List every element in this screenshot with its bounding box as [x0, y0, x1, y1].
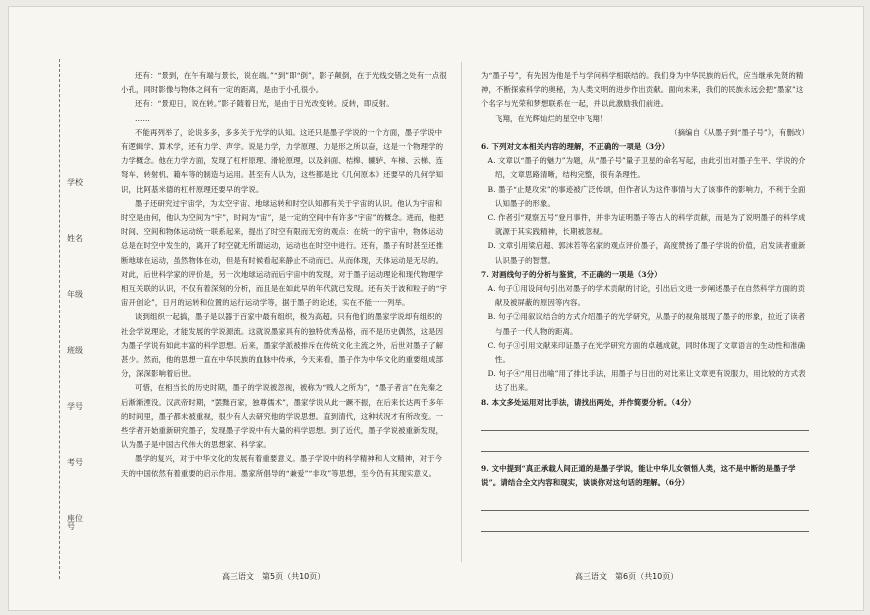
left-paragraph: 墨子还研究过宇宙学，为太空宇宙、地球运转和时空认知都有关于宇宙的认识。他认为宇宙和时空是由何，他认为空间为“宇”，时间为“宙”，是一定的空间中有许多“宇宙”的概念。进而，他把时间、空间和物体运动统一联系起来，提出了时空有限而无穷的观点：在统一的宇宙中，物体运动总是在时空中发生的，离开了时空就无所谓运动，运动也在时空中进行。还有，墨子有时甚至还推断地球在运动，虽然物体在动，但是有时候看起来静止不动而已。从而体现，天体运动是无尽的。对此，后世科学家的评价是，另一次地球运动而后宇宙中的发现，对于墨子运动理论和现代物理学相互关联的认识，不仅有着深刻的分析，而且是在如此早的年代就已发现。还有关于波和粒子的“宇宙开创论”，日月的运转和位置的运行运动学等，据于墨子的论述，实在不能一一列举。 [121, 198, 447, 308]
right-paragraph: 为“墨子号”，有先因为他是千与学问科学相联结的。我们身为中华民族的后代，应当继承先贤的精神，不断探索科学的奥秘，为人类文明的进步作出贡献。面向未来，我们的民族永远会把“墨家”这个名字与光荣和梦想联系在一起，并以此激励我们前进。 [481, 71, 804, 109]
question-7-option-d: D. 句子④“用日出喻”用了排比手法，用墨子与日出的对比来让文章更有说服力，用比较的方式表达了出来。 [487, 369, 806, 393]
question-7-stem: 7. 对画线句子的分析与鉴赏，不正确的一项是（3分） [481, 269, 662, 279]
answer-line[interactable] [481, 440, 809, 452]
binding-label-school: 学校 [67, 178, 83, 187]
left-paragraph: 墨学的复兴，对于中华文化的发展有着重要意义。墨子学说中的科学精神和人文精神，对于今天的中国依然有着重要的启示作用。墨家所倡导的“兼爱”“非攻”等思想，至今仍有其现实意义。 [121, 454, 443, 478]
question-6-stem: 6. 下列对文本相关内容的理解，不正确的一项是（3分） [481, 142, 670, 152]
binding-label-grade: 年级 [67, 290, 83, 299]
right-paragraph: 飞翔，在光辉灿烂的星空中飞翔！ [495, 113, 608, 123]
question-9-stem: 9. 文中提到“真正承载人间正道的是墨子学说，能让中华儿女领悟人类，这不是中断的是墨子学说”。请结合全文内容和现实，谈谈你对这句话的理解。（6分） [481, 463, 796, 488]
question-7-option-b: B. 句子②用叙议结合的方式介绍墨子的光学研究，从墨子的视角展现了墨子的形象，拉近了读者与墨子一代人物的距离。 [487, 312, 806, 336]
binding-label-seat: 座位号 [67, 514, 83, 531]
left-paragraph: 还有：“景到，在午有端与景长，说在端。”“到”即“倒”，影子颠倒，在于光线交错之处有一点很小孔，同时影像与物体之间有一定的距离，是由于小孔很小。 [121, 71, 447, 95]
page-footer-right: 高三语文 第6页（共10页） [575, 572, 679, 581]
left-paragraph: 谈到组织一起搞，墨子是以器于百家中最有组织，极为高超。只有他们的墨家学说却有组织的社会学说理论，才能发展的学说源流。这就说墨家具有的独特优秀品格，而不是历史偶然，这是因为墨子学说有如此丰富的科学思想。后来，墨家学派被排斥在传统文化主流之外，后世对墨子了解甚少。然而，他的思想一直在中华民族的血脉中传承，今天来看，墨子作为中华文化的重要组成部分，深深影响着后世。 [121, 312, 444, 379]
left-column [121, 69, 449, 481]
left-paragraph: 不能再列举了，论说多多，多多关于光学的认知。这还只是墨子学说的一个方面，墨子学说中有逻辑学、算术学，还有力学、声学。说是力学，力学原理、力是形之所以奋，这是一个物理学的力学概念。他在力学方面，发现了杠杆原理、滑轮原理，以及斜面、桔槔、辘轳、车梯、云梯、连弩车、转射机、籍车等的制造与运用。甚至有人认为，这些都是比《几何原本》还要早的几何学知识，比阿基米德的杠杆原理还要早的学说。 [121, 127, 444, 194]
question-6-option-b: B. 墨子“止楚攻宋”的事迹被广泛传颂，但作者认为这件事情与大了该事件的影响力，不利于全面认知墨子的形象。 [487, 184, 806, 208]
question-6-option-d: D. 文章引用梁启超、郭沫若等名家的观点评价墨子，高度赞扬了墨子学说的价值，启发读者重新认识墨子的智慧。 [487, 241, 806, 265]
left-paragraph: 还有：“景迎日，说在转。”影子随着日光，是由于日光改变转。反转，即反射。 [135, 99, 394, 109]
binding-label-name: 姓名 [67, 234, 83, 243]
question-7-option-a: A. 句子①用设问句引出对墨子的学术贡献的讨论，引出后文进一步阐述墨子在自然科学方面的贡献及被屏蔽的原因等内容。 [487, 284, 806, 308]
question-8-stem: 8. 本文多处运用对比手法，请找出两处，并作简要分析。（4分） [481, 397, 696, 407]
question-7-option-c: C. 句子③引用文献来印证墨子在光学研究方面的卓越成就，同时体现了文章语言的生动性和准确性。 [487, 340, 806, 365]
binding-label-class: 班级 [67, 346, 83, 355]
answer-line[interactable] [481, 499, 809, 511]
question-6-option-a: A. 文章以“墨子的魅力”为题，从“墨子号”量子卫星的命名写起，由此引出对墨子生平、学说的介绍，文章思路清晰，结构完整，很有条理性。 [487, 156, 806, 180]
left-paragraph: 可惜，在相当长的历史时期，墨子的学说被忽视，被称为“贱人之所为”，“墨子者言”在先秦之后渐渐湮没。汉武帝时期，“罢黜百家，独尊儒术”，墨家学说从此一蹶不振，在后来长达两千多年的时间里，墨子都未被重视，很少有人去研究他的学说思想。直到清代，这种状况才有所改变。一些学者开始重新研究墨子，发现墨子学说中有大量的科学思想。到了近代，墨子学说被重新发现，认为墨子是中国古代伟大的思想家、科学家。 [121, 383, 444, 450]
answer-line[interactable] [481, 520, 809, 532]
binding-label-exam-no: 考号 [67, 458, 83, 467]
source-note: （摘编自《从墨子到“墨子号”》，有删改） [670, 127, 809, 137]
answer-line[interactable] [481, 419, 809, 431]
column-divider [461, 62, 462, 562]
binding-label-student-no: 学号 [67, 402, 83, 411]
right-column [481, 69, 809, 532]
left-paragraph: …… [135, 113, 151, 123]
binding-margin [59, 59, 90, 579]
question-6-option-c: C. 作者引“观察五号”登月事件，并非为证明墨子等古人的科学贡献，而是为了说明墨子的科学成就源于其实践精神，长期被忽视。 [487, 213, 806, 237]
page-footer-left: 高三语文 第5页（共10页） [222, 572, 326, 581]
exam-sheet [8, 6, 864, 611]
